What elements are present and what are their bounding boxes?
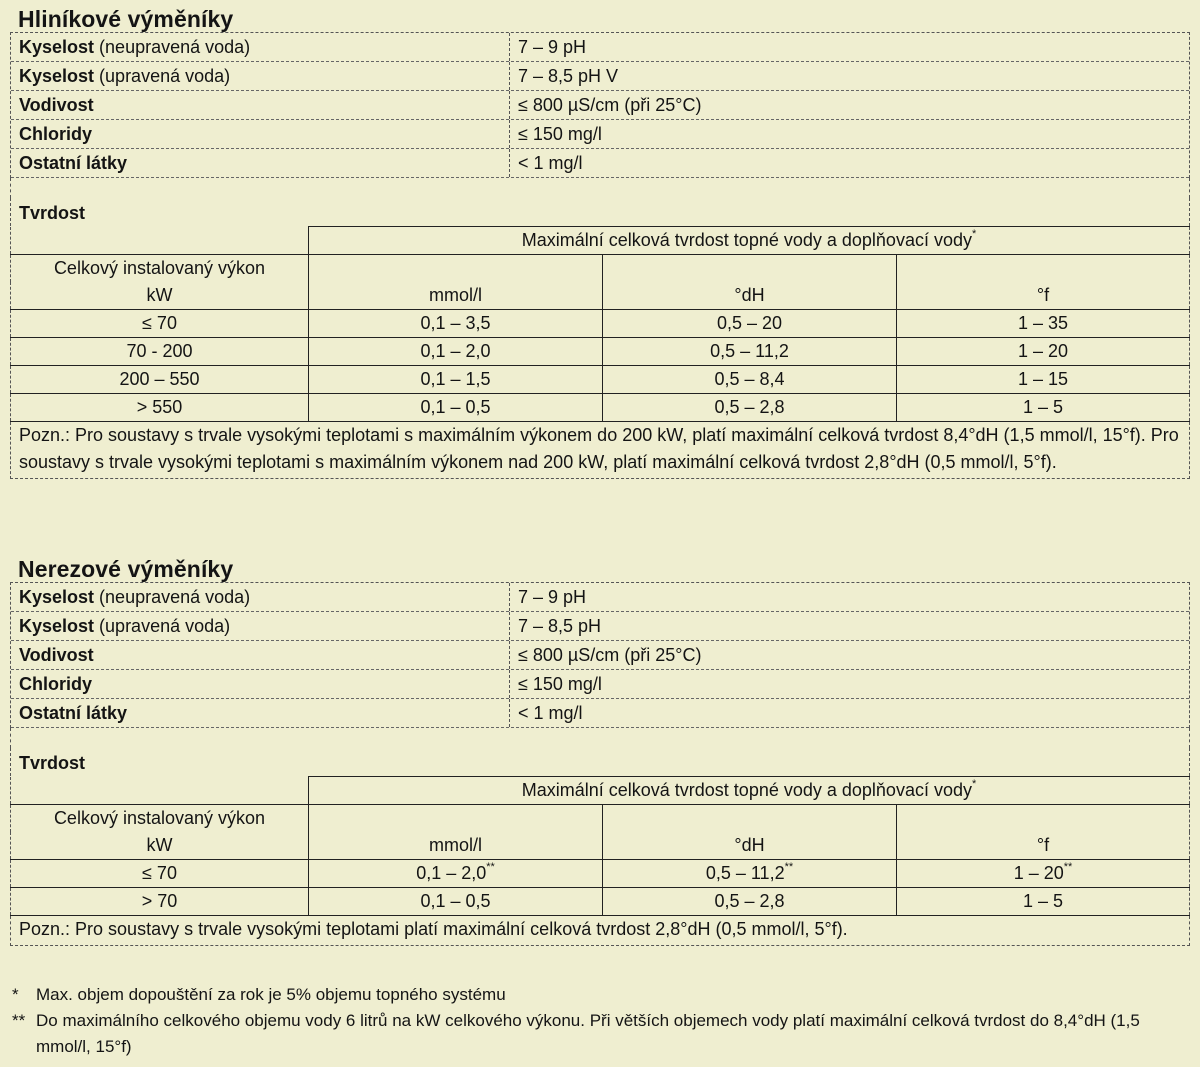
property-row	[11, 641, 1189, 670]
hardness-label: Tvrdost	[10, 198, 1190, 226]
aluminium-section	[10, 6, 1190, 479]
property-row	[11, 612, 1189, 641]
footnote-text: Max. objem dopouštění za rok je 5% objemu topného systému	[36, 985, 506, 1004]
property-qualifier: (upravená voda)	[94, 66, 231, 86]
stainless-section	[10, 556, 1190, 946]
property-value: < 1 mg/l	[518, 703, 583, 723]
property-row	[11, 670, 1189, 699]
note: Pozn.: Pro soustavy s trvale vysokými teplotami platí maximální celková tvrdost 2,8°dH (0,5 mmol/l, 5°f).	[10, 916, 1190, 946]
properties-table	[10, 582, 1190, 728]
hardness-label: Tvrdost	[10, 748, 1190, 776]
table-row: 70 - 200 0,1 – 2,0 0,5 – 11,2 1 – 20	[11, 338, 1190, 366]
max-hardness-header: Maximální celková tvrdost topné vody a doplňovací vody*	[309, 227, 1190, 255]
table-row: 200 – 550 0,1 – 1,5 0,5 – 8,4 1 – 15	[11, 366, 1190, 394]
unit-mmol: mmol/l	[429, 285, 482, 305]
properties-table	[10, 32, 1190, 178]
max-hardness-header: Maximální celková tvrdost topné vody a doplňovací vody*	[309, 777, 1190, 805]
table-row: ≤ 70 0,1 – 2,0** 0,5 – 11,2** 1 – 20**	[11, 860, 1190, 888]
note: Pozn.: Pro soustavy s trvale vysokými teplotami s maximálním výkonem do 200 kW, platí maximální celková tvrdost 8,4°dH (1,5 mmol/l, 15°f). Pro soustavy s trvale vysokými teplotami s maximálním výkonem nad 200 kW, platí maximální celková tvrdost 2,8°dH (0,5 mmol/l, 5°f).	[10, 422, 1190, 479]
property-row	[11, 62, 1189, 91]
property-value: ≤ 800 µS/cm (při 25°C)	[518, 95, 702, 115]
property-value: 7 – 9 pH	[518, 37, 587, 57]
property-qualifier: (upravená voda)	[94, 616, 231, 636]
property-name: Vodivost	[19, 645, 94, 665]
unit-mmol: mmol/l	[429, 835, 482, 855]
property-qualifier: (neupravená voda)	[94, 587, 251, 607]
property-name: Ostatní látky	[19, 703, 128, 723]
property-name: Ostatní látky	[19, 153, 128, 173]
property-row	[11, 91, 1189, 120]
property-value: 7 – 9 pH	[518, 587, 587, 607]
section-title: Hliníkové výměníky	[18, 6, 234, 32]
power-label: Celkový instalovaný výkon	[11, 805, 309, 833]
table-row: ≤ 70 0,1 – 3,5 0,5 – 20 1 – 35	[11, 310, 1190, 338]
footnote	[10, 1008, 1180, 1060]
property-row	[11, 583, 1189, 612]
hardness-table	[10, 226, 1190, 422]
property-value: < 1 mg/l	[518, 153, 583, 173]
property-value: 7 – 8,5 pH V	[518, 66, 619, 86]
property-value: ≤ 150 mg/l	[518, 674, 602, 694]
footnote	[10, 982, 1180, 1008]
property-row	[11, 149, 1189, 178]
property-name: Kyselost	[19, 37, 95, 57]
unit-f: °f	[1036, 285, 1050, 305]
property-value: ≤ 150 mg/l	[518, 124, 602, 144]
power-label: Celkový instalovaný výkon	[11, 255, 309, 283]
property-name: Kyselost	[19, 587, 95, 607]
power-unit: kW	[146, 285, 173, 305]
table-row: > 70 0,1 – 0,5 0,5 – 2,8 1 – 5	[11, 888, 1190, 916]
property-name: Chloridy	[19, 674, 93, 694]
property-value: 7 – 8,5 pH	[518, 616, 602, 636]
power-unit: kW	[146, 835, 173, 855]
property-row	[11, 699, 1189, 728]
footnote-mark: **	[12, 1011, 26, 1030]
property-row	[11, 33, 1189, 62]
footnote-text: Do maximálního celkového objemu vody 6 litrů na kW celkového výkonu. Při větších objemech vody platí maximální celková tvrdost do 8,4°dH (1,5 mmol/l, 15°f)	[36, 1011, 1140, 1056]
unit-dh: °dH	[734, 285, 765, 305]
property-name: Kyselost	[19, 616, 95, 636]
property-name: Vodivost	[19, 95, 94, 115]
property-value: ≤ 800 µS/cm (při 25°C)	[518, 645, 702, 665]
property-name: Kyselost	[19, 66, 95, 86]
unit-f: °f	[1036, 835, 1050, 855]
footnotes	[10, 982, 1180, 1060]
property-name: Chloridy	[19, 124, 93, 144]
property-qualifier: (neupravená voda)	[94, 37, 251, 57]
section-title: Nerezové výměníky	[18, 556, 234, 582]
unit-dh: °dH	[734, 835, 765, 855]
footnote-mark: *	[12, 985, 19, 1004]
hardness-table	[10, 776, 1190, 916]
property-row	[11, 120, 1189, 149]
table-row: > 550 0,1 – 0,5 0,5 – 2,8 1 – 5	[11, 394, 1190, 422]
